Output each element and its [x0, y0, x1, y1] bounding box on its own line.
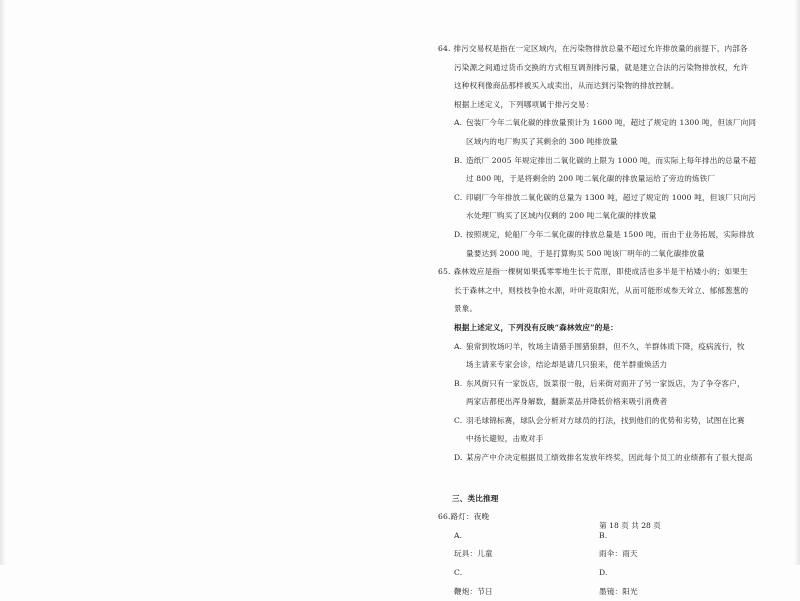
- option-label: A.: [454, 118, 463, 128]
- option-text: 鞭炮：节日: [454, 586, 493, 596]
- scan-edge-left: [0, 0, 6, 565]
- option-text-line-1: 按照规定，轮船厂今年二氧化碳的排放总量是 1500 吨，而由于业务拓展，实际排放: [466, 229, 755, 239]
- q65-number: 65.: [438, 267, 451, 277]
- option-label: B.: [454, 378, 463, 388]
- q65-option-c[interactable]: [438, 412, 778, 449]
- q65-stem-line-1: 森林效应是指一棵树如果孤零零地生长于荒原，即使成活也多半是干枯矮小的；如果生: [453, 267, 748, 277]
- scan-edge-right: [794, 0, 800, 565]
- q65-stem-line-2: 长于森林之中，则枝枝争抢水源，叶叶竞取阳光，从而可能形成参天耸立、郁郁葱葱的: [454, 285, 749, 295]
- option-label: D.: [454, 229, 463, 239]
- q64-stem-line-3: 这种权利像商品那样被买入或卖出，从而达到污染物的排放控制。: [454, 81, 679, 91]
- option-text-line-1: 包装厂今年二氧化碳的排放量预计为 1600 吨，超过了规定的 1300 吨，但该厂向同: [466, 118, 757, 128]
- option-text-line-2: 中扬长避短，击败对手: [466, 434, 544, 444]
- option-text-line-2: 量要达到 2000 吨，于是打算购买 500 吨该厂明年的二氧化碳排放量: [466, 248, 705, 258]
- q66-option-b[interactable]: [599, 527, 744, 564]
- option-text-line-2: 区域内的电厂购买了其剩余的 300 吨排放量: [466, 136, 618, 146]
- q65-stem-line-3: 景象。: [454, 304, 478, 314]
- q65-option-d[interactable]: [438, 449, 778, 468]
- option-text-line-1: 印刷厂今年排放二氧化碳的总量为 1300 吨，超过了规定的 1000 吨，但该厂只向污: [466, 192, 757, 202]
- option-text: 雨伞：雨天: [599, 549, 638, 559]
- q65-option-a[interactable]: [438, 338, 778, 375]
- q64-stem-line-2: 污染源之间通过货币交换的方式相互调剂排污量，就是建立合法的污染物排放权，允许: [454, 62, 749, 72]
- option-label: A.: [454, 341, 463, 351]
- q66-stem: 路灯：夜晚: [450, 512, 490, 522]
- option-text-line-2: 水处理厂购买了区域内仅剩的 200 吨二氧化碳的排放量: [466, 211, 657, 221]
- option-text: 玩具：儿童: [454, 549, 493, 559]
- option-label: B.: [454, 155, 463, 165]
- q64-option-c[interactable]: [438, 189, 778, 226]
- q64-option-a[interactable]: [438, 114, 778, 151]
- option-text-line-1: 羽毛球锦标赛，球队会分析对方球员的打法，找到他们的优势和劣势，试图在比赛: [466, 415, 745, 425]
- page-footer: 第 18 页 共 28 页: [599, 521, 661, 530]
- page-content: [438, 40, 778, 601]
- q64-option-b[interactable]: [438, 152, 778, 189]
- q64-prompt: 根据上述定义，下列哪项属于排污交易：: [454, 99, 594, 109]
- question-64: [438, 40, 778, 96]
- option-text: 墨镜：阳光: [599, 586, 638, 596]
- option-label: D.: [599, 568, 608, 578]
- q64-number: 64.: [438, 44, 451, 53]
- option-label: D.: [454, 453, 463, 463]
- option-text-line-1: 狼常到牧场叼羊，牧场主请猎手围猎狼群，但不久，羊群体质下降，疫病流行，牧: [466, 341, 745, 351]
- option-text-line-2: 过 800 吨，于是将剩余的 200 吨二氧化碳的排放量运给了旁边的炼铁厂: [466, 174, 716, 184]
- q66-option-a[interactable]: [454, 527, 599, 564]
- option-label: A.: [454, 530, 463, 540]
- option-label: C.: [454, 568, 463, 578]
- option-text-line-1: 某房产中介决定根据员工绩效排名发放年终奖，因此每个员工的业绩都有了很大提高: [466, 453, 753, 463]
- option-text-line-1: 东风街只有一家饭店，饭菜很一般，后来街对面开了另一家饭店，为了争夺客户，: [466, 378, 745, 388]
- q64-option-d[interactable]: [438, 226, 778, 263]
- q65-prompt: 根据上述定义，下列没有反映“森林效应”的是：: [454, 322, 618, 332]
- q66-options: [438, 527, 778, 601]
- option-label: C.: [454, 192, 463, 202]
- q66-option-d[interactable]: [599, 564, 744, 601]
- option-text-line-1: 造纸厂 2005 年规定排出二氧化碳的上限为 1000 吨，而实际上每年排出的总量不超: [466, 155, 757, 165]
- option-label: C.: [454, 415, 463, 425]
- question-65: [438, 263, 778, 319]
- option-text-line-2: 场主请来专家会诊，结论却是请几只狼来，使羊群重焕活力: [466, 360, 668, 370]
- q66-option-c[interactable]: [454, 564, 599, 601]
- q66-number: 66.: [438, 512, 451, 522]
- q64-line-1: [438, 40, 778, 59]
- option-label: B.: [599, 530, 608, 540]
- q64-stem-line-1: 排污交易权是指在一定区域内，在污染物排放总量不超过允许排放量的前提下，内部各: [453, 44, 748, 53]
- option-text-line-2: 两家店都使出浑身解数，翻新菜品并降低价格来吸引消费者: [466, 397, 668, 407]
- section-heading: 三、类比推理: [452, 493, 499, 503]
- q65-option-b[interactable]: [438, 375, 778, 412]
